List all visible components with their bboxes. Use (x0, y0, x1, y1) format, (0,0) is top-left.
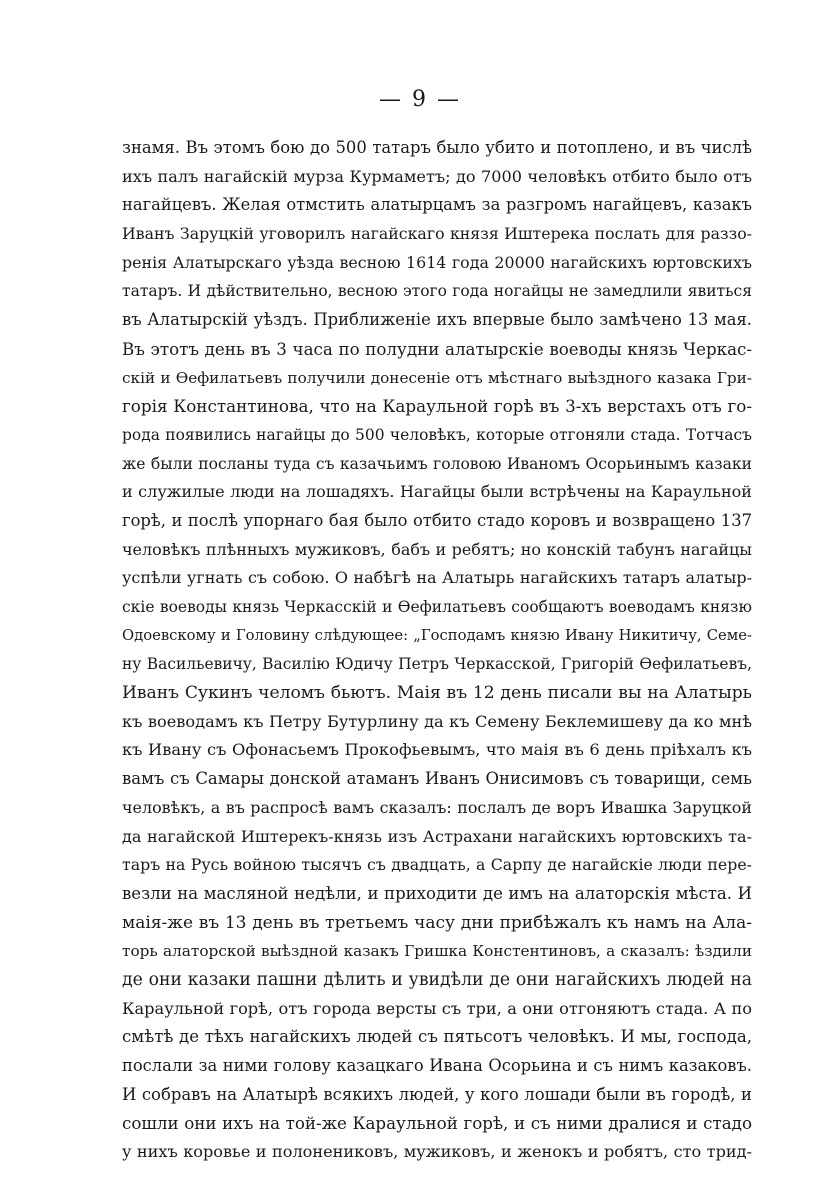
text-line: скіе воеводы князь Черкасскій и Ѳефилатьевъ сообщаютъ воеводамъ князю (122, 598, 752, 616)
text-line: у нихъ коровье и полонениковъ, мужиковъ, и женокъ и робятъ, сто трид- (122, 1142, 752, 1162)
text-line: везли на масляной недѣли, и приходити де имъ на алаторскія мѣста. И (122, 883, 752, 903)
text-line: сошли они ихъ на той-же Караульной горѣ, и съ ними дралися и стадо (122, 1113, 752, 1134)
text-line: ну Васильевичу, Василію Юдичу Петръ Черкасской, Григорій Ѳефилатьевъ, (122, 655, 752, 674)
text-line: Въ этотъ день въ 3 часа по полудни алатырскіе воеводы князь Черкас- (122, 338, 752, 359)
text-line: ренія Алатырскаго уѣзда весною 1614 года 20000 нагайскихъ юртовскихъ (122, 252, 752, 272)
text-line: скій и Ѳефилатьевъ получили донесеніе отъ мѣстнаго выѣздного казака Гри- (122, 368, 752, 387)
text-line: и служилые люди на лошадяхъ. Нагайцы были встрѣчены на Караульной (122, 482, 752, 502)
text-line: Караульной горѣ, отъ города версты съ три, а они отгоняютъ стада. А по (122, 998, 752, 1018)
text-line: торь алаторской выѣздной казакъ Гришка Констентиновъ, а сказалъ: ѣздили (122, 942, 752, 961)
text-line: Иванъ Заруцкій уговорилъ нагайскаго князя Иштерека послать для раззо- (122, 224, 752, 244)
text-line: человѣкъ, а въ распросѣ вамъ сказалъ: послалъ де воръ Ивашка Заруцкой (122, 797, 752, 817)
text-line: рода появились нагайцы до 500 человѣкъ, которые отгоняли стада. Тотчасъ (122, 425, 752, 444)
text-line: къ Ивану съ Офонасьемъ Прокофьевымъ, что маія въ 6 день пріѣхалъ къ (122, 740, 752, 760)
text-line: нагайцевъ. Желая отмстить алатырцамъ за разгромъ нагайцевъ, казакъ (122, 195, 752, 215)
text-line: горія Константинова, что на Караульной горѣ въ 3-хъ верстахъ отъ го- (122, 396, 752, 417)
text-line: Одоевскому и Головину слѣдующее: „Господамъ князю Ивану Никитичу, Семе- (122, 626, 752, 644)
text-line: къ воеводамъ къ Петру Бутурлину да къ Семену Беклемишеву да ко мнѣ (122, 711, 752, 731)
text-line: Иванъ Сукинъ челомъ бьютъ. Маія въ 12 день писали вы на Алатырь (122, 683, 752, 704)
body-text (122, 134, 752, 1167)
text-line: де они казаки пашни дѣлить и увидѣли де они нагайскихъ людей на (122, 969, 752, 990)
page-number: — 9 — (379, 87, 461, 112)
text-line: таръ на Русь войною тысячъ съ двадцать, а Сарпу де нагайскіе люди пере- (122, 855, 752, 875)
text-line: маія-же въ 13 день въ третьемъ часу дни прибѣжалъ къ намъ на Ала- (122, 912, 752, 933)
text-line: вамъ съ Самары донской атаманъ Иванъ Онисимовъ съ товарищи, семь (122, 769, 752, 789)
text-line: же были посланы туда съ казачьимъ головою Иваномъ Осорьинымъ казаки (122, 454, 752, 473)
text-line: И собравъ на Алатырѣ всякихъ людей, у кого лошади были въ городѣ, и (122, 1084, 752, 1104)
text-line: татаръ. И дѣйствительно, весною этого года ногайцы не замедлили явиться (122, 282, 752, 301)
text-line: знамя. Въ этомъ бою до 500 татаръ было убито и потоплено, и въ числѣ (122, 138, 752, 157)
text-line: горѣ, и послѣ упорнаго бая было отбито стадо коровъ и возвращено 137 (122, 510, 752, 530)
text-line: въ Алатырскій уѣздъ. Приближеніе ихъ впервые было замѣчено 13 мая. (122, 310, 752, 330)
text-line: успѣли угнать съ собою. О набѣгѣ на Алатырь нагайскихъ татаръ алатыр- (122, 568, 752, 588)
text-line: ихъ палъ нагайскій мурза Курмаметъ; до 7000 человѣкъ отбито было отъ (122, 166, 752, 186)
text-line: смѣтѣ де тѣхъ нагайскихъ людей съ пятьсотъ человѣкъ. И мы, господа, (122, 1027, 752, 1047)
text-line: да нагайской Иштерекъ-князь изъ Астрахани нагайскихъ юртовскихъ та- (122, 826, 752, 846)
text-line: человѣкъ плѣнныхъ мужиковъ, бабъ и ребятъ; но конскій табунъ нагайцы (122, 539, 752, 559)
text-line: послали за ними голову казацкаго Ивана Осорьина и съ нимъ казаковъ. (122, 1056, 752, 1075)
